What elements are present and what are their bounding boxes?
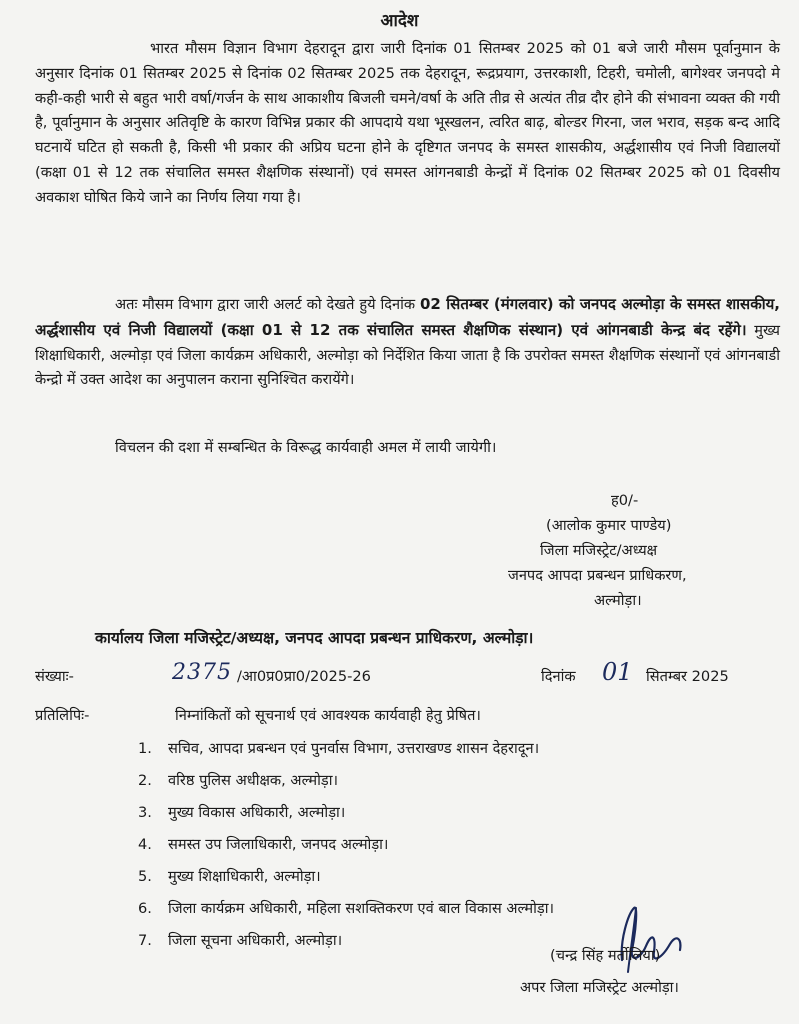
- copy-list: [138, 733, 554, 957]
- reference-number-handwritten: 2375: [172, 660, 232, 685]
- order-paragraph-2: [35, 292, 780, 393]
- signatory-authority: जनपद आपदा प्रबन्धन प्राधिकरण,: [508, 567, 687, 584]
- list-item: [138, 733, 554, 765]
- signatory-block: [508, 488, 788, 613]
- signatory-designation: जिला मजिस्ट्रेट/अध्यक्ष: [540, 542, 658, 559]
- list-item-number: 7.: [138, 932, 152, 949]
- list-item-text: वरिष्ठ पुलिस अधीक्षक, अल्मोड़ा।: [168, 772, 339, 789]
- list-item: [138, 893, 554, 925]
- list-item-number: 4.: [138, 836, 152, 853]
- additional-officer-block: [520, 940, 780, 1004]
- order-paragraph-1: भारत मौसम विज्ञान विभाग देहरादून द्वारा जारी दिनांक 01 सितम्बर 2025 को 01 बजे जारी मौसम पूर्वानुमान के अनुसार दिनांक 01 सितम्बर 2025 से दिनांक 02 सितम्बर 2025 तक देहरादून, रूद्रप्रयाग, उत्तरकाशी, टिहरी, चमोली, बागेश्वर जनपदो मे कही-कही भारी से बहुत भारी वर्षा/गर्जन के साथ आकाशीय बिजली चमने/वर्षा के अति तीव्र से अत्यंत तीव्र दौर होने की संभावना व्यक्त की गयी है, पूर्वानुमान के अनुसार अतिवृष्टि के कारण विभिन्न प्रकार की आपदाये यथा भूस्खलन, त्वरित बाढ़, बोल्डर गिरना, जल भराव, सड़क बन्द आदि घटनायें घटित हो सकती है, किसी भी प्रकार की अप्रिय घटना होने के दृष्टिगत जनपद के समस्त शासकीय, अर्द्धशासीय एवं निजी विद्यालयों (कक्षा 01 से 12 तक संचालित समस्त शैक्षणिक संस्थानों) एवं समस्त आंगनबाडी केन्द्रों में दिनांक 02 सितम्बर 2025 को 01 दिवसीय अवकाश घोषित किये जाने का निर्णय लिया गया है।: [35, 40, 780, 206]
- list-item: [138, 829, 554, 861]
- reference-label: संख्याः-: [35, 668, 74, 685]
- order-paragraph-2-start: अतः मौसम विभाग द्वारा जारी अलर्ट को देखते हुये दिनांक: [115, 296, 420, 313]
- signed-mark: ह0/-: [611, 492, 639, 509]
- date-label: दिनांक: [541, 668, 576, 685]
- order-paragraph-2-end: मुख्य शिक्षाधिकारी, अल्मोड़ा एवं जिला कार्यक्रम अधिकारी, अल्मोड़ा को निर्देशित किया जाता है कि उपरोक्त समस्त शैक्षणिक संस्थानों एवं आंगनबाडी केन्द्रो में उक्त आदेश का अनुपालन कराना सुनिश्चित करायेंगे।: [35, 321, 781, 389]
- office-title: कार्यालय जिला मजिस्ट्रेट/अध्यक्ष, जनपद आपदा प्रबन्धन प्राधिकरण, अल्मोड़ा।: [95, 629, 534, 647]
- date-month-year: सितम्बर 2025: [646, 668, 729, 685]
- list-item-text: जिला सूचना अधिकारी, अल्मोड़ा।: [168, 932, 343, 949]
- signatory-place: अल्मोड़ा।: [594, 592, 642, 609]
- list-item-text: मुख्य विकास अधिकारी, अल्मोड़ा।: [168, 804, 346, 821]
- copy-intro: निम्नांकितों को सूचनार्थ एवं आवश्यक कार्यवाही हेतु प्रेषित।: [175, 707, 481, 724]
- list-item-number: 3.: [138, 804, 152, 821]
- list-item-text: समस्त उप जिलाधिकारी, जनपद अल्मोड़ा।: [168, 836, 389, 853]
- reference-suffix: /आ0प्र0प्रा0/2025-26: [237, 668, 371, 685]
- list-item: [138, 797, 554, 829]
- list-item: [138, 861, 554, 893]
- list-item-text: मुख्य शिक्षाधिकारी, अल्मोड़ा।: [168, 868, 321, 885]
- list-item: [138, 925, 554, 957]
- list-item-number: 5.: [138, 868, 152, 885]
- list-item-number: 2.: [138, 772, 152, 789]
- order-heading: आदेश: [380, 11, 419, 31]
- list-item-text: सचिव, आपदा प्रबन्धन एवं पुनर्वास विभाग, उत्तराखण्ड शासन देहरादून।: [168, 740, 540, 757]
- list-item-number: 1.: [138, 740, 152, 757]
- date-day-handwritten: 01: [602, 658, 633, 686]
- order-paragraph-3: विचलन की दशा में सम्बन्धित के विरूद्ध कार्यवाही अमल में लायी जायेगी।: [115, 439, 497, 456]
- reference-line: [35, 658, 755, 692]
- signatory-name: (आलोक कुमार पाण्डेय): [546, 517, 672, 534]
- list-item-text: जिला कार्यक्रम अधिकारी, महिला सशक्तिकरण एवं बाल विकास अल्मोड़ा।: [168, 900, 555, 917]
- order-paragraph-2-bold: 02 सितम्बर (मंगलवार) को जनपद अल्मोड़ा के समस्त शासकीय, अर्द्धशासीय एवं निजी विद्यालयों (कक्षा 01 से 12 तक संचालित समस्त शैक्षणिक संस्थान) एवं आंगनबाडी केन्द्र बंद रहेंगे।: [35, 295, 780, 339]
- copy-label: प्रतिलिपिः-: [35, 707, 90, 724]
- additional-officer-designation: अपर जिला मजिस्ट्रेट अल्मोड़ा।: [520, 979, 679, 996]
- list-item: [138, 765, 554, 797]
- list-item-number: 6.: [138, 900, 152, 917]
- additional-officer-name: (चन्द्र सिंह मर्तोलिया): [550, 947, 661, 964]
